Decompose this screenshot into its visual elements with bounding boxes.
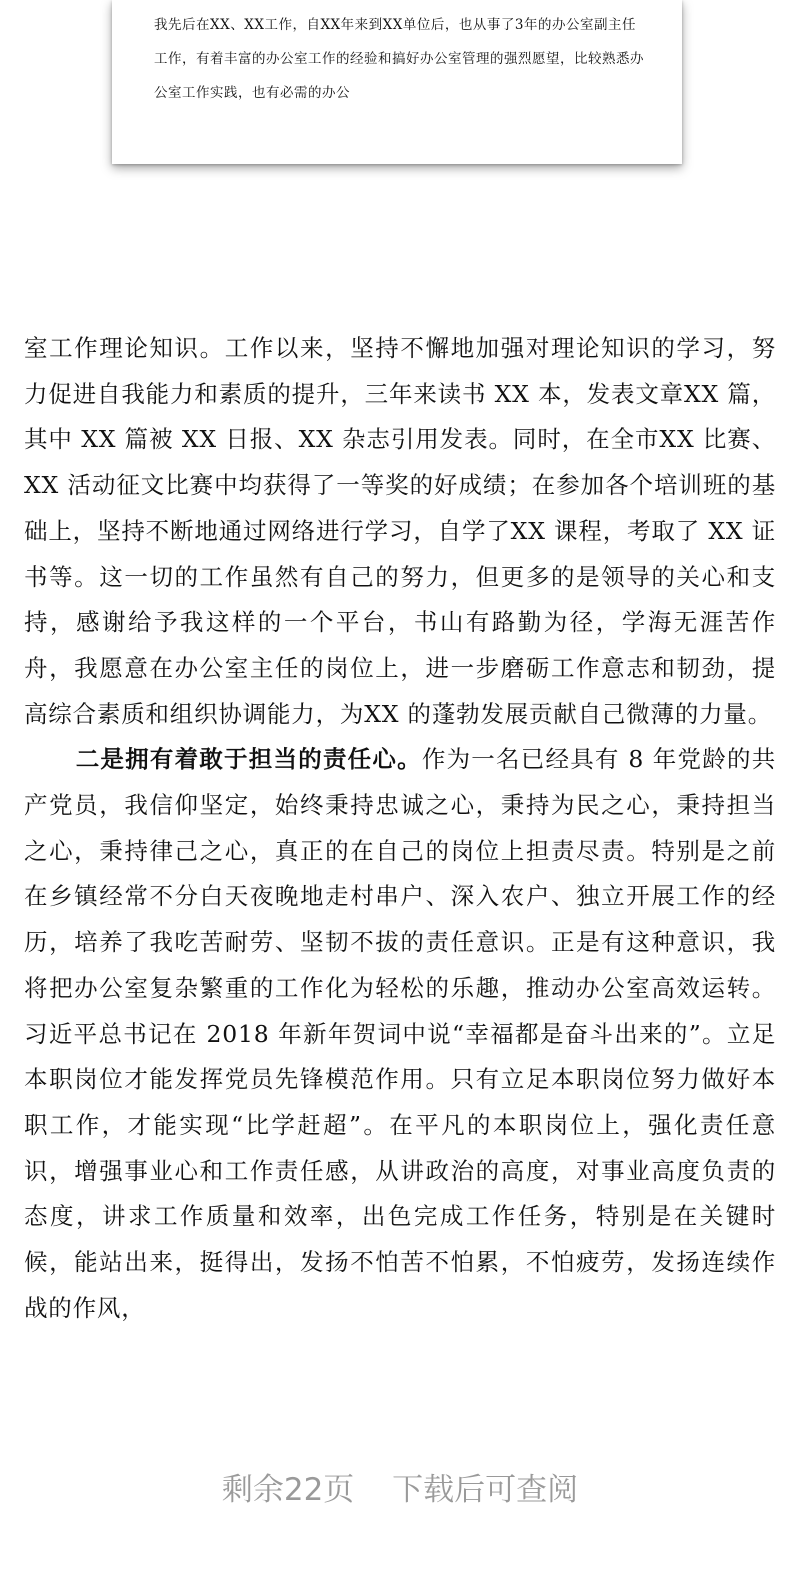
preview-text: 我先后在XX、XX工作，自XX年来到XX单位后，也从事了3年的办公室副主任工作，有着丰富的办公室工作的经验和搞好办公室管理的强烈愿望，比较熟悉办公室工作实践，也有必需的办公 — [154, 17, 644, 101]
paragraph-2-text: 作为一名已经具有 8 年党龄的共产党员，我信仰坚定，始终秉持忠诚之心，秉持为民之心，秉持担当之心，秉持律己之心，真正的在自己的岗位上担责尽责。特别是之前在乡镇经常不分白天夜晚地走村串户、深入农户、独立开展工作的经历，培养了我吃苦耐劳、坚韧不拔的责任意识。正是有这种意识，我将把办公室复杂繁重的工作化为轻松的乐趣，推动办公室高效运转。习近平总书记在 2018 年新年贺词中说“幸福都是奋斗出来的”。立足本职岗位才能发挥党员先锋模范作用。只有立足本职岗位努力做好本职工作，才能实现“比学赶超”。在平凡的本职岗位上，强化责任意识，增强事业心和工作责任感，从讲政治的高度，对事业高度负责的态度，讲求工作质量和效率，出色完成工作任务，特别是在关键时候，能站出来，挺得出，发扬不怕苦不怕累，不怕疲劳，发扬连续作战的作风， — [24, 745, 776, 1322]
preview-card — [112, 0, 682, 164]
download-prompt[interactable] — [0, 1460, 800, 1520]
document-body — [24, 326, 776, 1331]
paragraph-2 — [24, 737, 776, 1331]
download-to-view-label: 下载后可查阅 — [392, 1472, 579, 1508]
paragraph-2-heading: 二是拥有着敢于担当的责任心。 — [75, 745, 422, 774]
paragraph-1: 室工作理论知识。工作以来，坚持不懈地加强对理论知识的学习，努力促进自我能力和素质的提升，三年来读书 XX 本，发表文章XX 篇，其中 XX 篇被 XX 日报、XX 杂志引用发表。同时，在全市XX 比赛、XX 活动征文比赛中均获得了一等奖的好成绩；在参加各个培训班的基础上，坚持不断地通过网络进行学习，自学了XX 课程，考取了 XX 证书等。这一切的工作虽然有自己的努力，但更多的是领导的关心和支持，感谢给予我这样的一个平台，书山有路勤为径，学海无涯苦作舟，我愿意在办公室主任的岗位上，进一步磨砺工作意志和韧劲，提高综合素质和组织协调能力，为XX 的蓬勃发展贡献自己微薄的力量。 — [24, 334, 776, 728]
remaining-pages-label: 剩余22页 — [221, 1472, 355, 1508]
